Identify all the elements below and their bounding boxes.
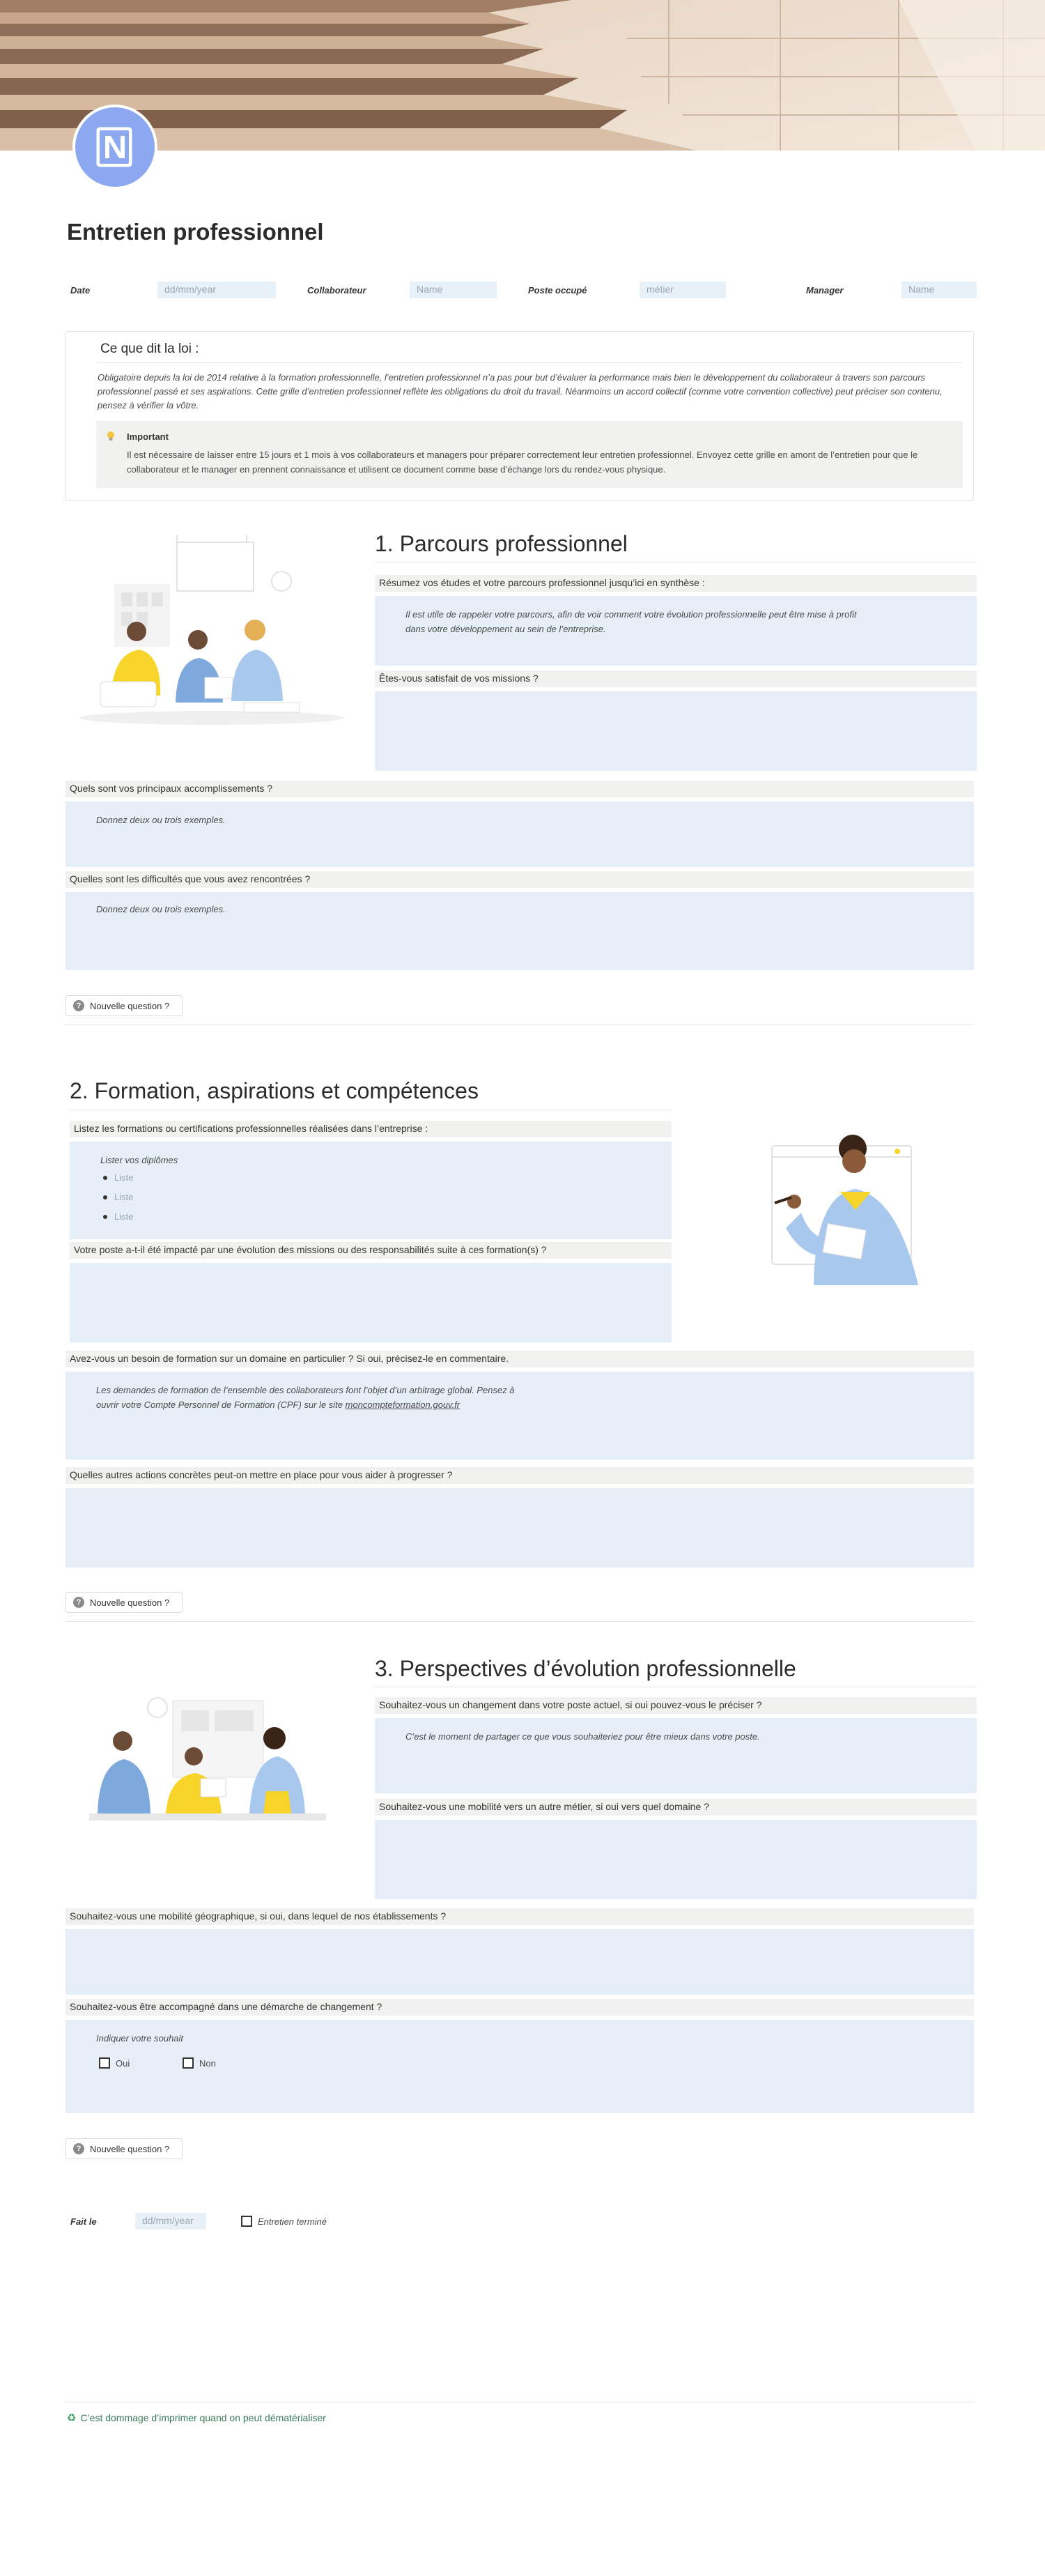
fait-le-date-field[interactable]: dd/mm/year [135, 2213, 206, 2230]
s1-q4-header: Quelles sont les difficultés que vous avez rencontrées ? [65, 871, 974, 888]
s1-q3-header: Quels sont vos principaux accomplissements ? [65, 781, 974, 797]
s1-q1-answer[interactable] [375, 596, 977, 666]
new-question-button[interactable] [65, 995, 183, 1016]
new-question-label: Nouvelle question ? [90, 1597, 170, 1608]
list-item[interactable]: Liste [103, 1172, 133, 1183]
date-label: Date [70, 285, 91, 296]
s2-q3-header: Avez-vous un besoin de formation sur un domaine en particulier ? Si oui, précisez-le en commentaire. [65, 1351, 974, 1367]
section2-title: 2. Formation, aspirations et compétences [70, 1078, 479, 1103]
important-title: Important [127, 431, 169, 442]
new-question-label: Nouvelle question ? [90, 2143, 170, 2154]
recycle-icon: ♻ [67, 2412, 77, 2424]
s3-q4-answer[interactable] [65, 2020, 974, 2113]
section3-title: 3. Perspectives d’évolution professionnelle [375, 1656, 796, 1681]
new-question-label: Nouvelle question ? [90, 1000, 170, 1011]
s2-q3-answer[interactable] [65, 1372, 974, 1459]
manager-label: Manager [806, 285, 844, 296]
s1-q1-header: Résumez vos études et votre parcours professionnel jusqu’ici en synthèse : [375, 575, 977, 592]
s1-q4-answer[interactable] [65, 892, 974, 970]
s3-q1-header: Souhaitez-vous un changement dans votre poste actuel, si oui pouvez-vous le préciser ? [375, 1697, 977, 1714]
team-illustration [82, 1687, 333, 1826]
s3-q3-answer[interactable] [65, 1929, 974, 1995]
oui-option[interactable]: Oui [99, 2057, 130, 2069]
non-option[interactable]: Non [183, 2057, 216, 2069]
new-question-button[interactable] [65, 2138, 183, 2159]
s1-q1-hint: Il est utile de rappeler votre parcours, afin de voir comment votre évolution professionnelle peut être mise à profit dans votre développement au sein de l’entreprise. [405, 609, 857, 634]
bullet-icon [103, 1176, 107, 1180]
s2-q4-header: Quelles autres actions concrètes peut-on mettre en place pour vous aider à progresser ? [65, 1467, 974, 1484]
section1-title: 1. Parcours professionnel [375, 531, 628, 556]
poste-field[interactable]: métier [640, 282, 726, 298]
checkbox-icon[interactable] [183, 2057, 194, 2069]
footer: ♻ C’est dommage d’imprimer quand on peut dématérialiser [67, 2412, 326, 2424]
collaborateur-label: Collaborateur [307, 285, 366, 296]
s3-q4-hint: Indiquer votre souhait [96, 2033, 184, 2044]
law-divider [96, 362, 963, 363]
new-question-button[interactable] [65, 1592, 183, 1613]
s3-q4-header: Souhaitez-vous être accompagné dans une démarche de changement ? [65, 1999, 974, 2016]
lightbulb-icon [106, 431, 116, 442]
s3-q2-header: Souhaitez-vous une mobilité vers un autre métier, si oui vers quel domaine ? [375, 1799, 977, 1816]
s2-q4-answer[interactable] [65, 1488, 974, 1567]
meeting-illustration [72, 535, 347, 736]
s2-q1-hint: Lister vos diplômes [100, 1155, 178, 1165]
section2-end-divider [65, 1621, 974, 1622]
date-field[interactable]: dd/mm/year [157, 282, 276, 298]
manager-field[interactable]: Name [901, 282, 977, 298]
s2-q3-hint: Les demandes de formation de l’ensemble des collaborateurs font l’objet d’un arbitrage global. Pensez à ouvrir votre Compte Personnel de Formation (CPF) sur le site moncompteformation.gouv.fr [96, 1385, 515, 1410]
s2-q2-header: Votre poste a-t-il été impacté par une évolution des missions ou des responsabilités suite à ces formation(s) ? [70, 1242, 672, 1259]
poste-label: Poste occupé [528, 285, 587, 296]
bullet-icon [103, 1215, 107, 1219]
fait-le-label: Fait le [70, 2216, 97, 2227]
list-item[interactable]: Liste [103, 1211, 133, 1222]
checkbox-icon[interactable] [241, 2216, 252, 2227]
page-title: Entretien professionnel [67, 219, 324, 245]
person-illustration [758, 1125, 929, 1292]
question-circle-icon: ? [73, 1000, 84, 1011]
s1-q4-hint: Donnez deux ou trois exemples. [96, 904, 226, 914]
s1-q3-hint: Donnez deux ou trois exemples. [96, 815, 226, 825]
s3-q1-answer[interactable] [375, 1718, 977, 1793]
s3-q2-answer[interactable] [375, 1820, 977, 1899]
cpf-link[interactable]: moncompteformation.gouv.fr [345, 1400, 460, 1410]
law-title: Ce que dit la loi : [100, 342, 199, 356]
list-item[interactable]: Liste [103, 1192, 133, 1202]
s2-q1-header: Listez les formations ou certifications professionnelles réalisées dans l’entreprise : [70, 1121, 672, 1137]
notion-logo-icon [72, 105, 157, 190]
s3-q3-header: Souhaitez-vous une mobilité géographique, si oui, dans lequel de nos établissements ? [65, 1908, 974, 1925]
s3-q1-hint: C’est le moment de partager ce que vous souhaiteriez pour être mieux dans votre poste. [405, 1731, 760, 1742]
law-text: Obligatoire depuis la loi de 2014 relative à la formation professionnelle, l’entretien professionnel n’a pas pour but d’évaluer la performance mais bien le développement du collaborateur à travers son parcours professionnel passé et ses aspirations. Cette grille d’entretien professionnel reflète les obligations du droit du travail. Néanmoins un accord collectif (comme votre convention collective) peut préciser son contenu, pensez à vérifier la vôtre. [98, 372, 943, 411]
question-circle-icon: ? [73, 1597, 84, 1608]
entretien-termine-option[interactable]: Entretien terminé [241, 2216, 327, 2227]
question-circle-icon: ? [73, 2143, 84, 2154]
collaborateur-field[interactable]: Name [410, 282, 497, 298]
s1-q2-answer[interactable] [375, 691, 977, 771]
s2-q1-answer[interactable] [70, 1142, 672, 1239]
checkbox-icon[interactable] [99, 2057, 110, 2069]
s1-q3-answer[interactable] [65, 802, 974, 867]
s2-q2-answer[interactable] [70, 1263, 672, 1342]
cover-image [0, 0, 1045, 151]
bullet-icon [103, 1195, 107, 1199]
important-text: Il est nécessaire de laisser entre 15 jours et 1 mois à vos collaborateurs et managers pour préparer correctement leur entretien professionnel. Envoyez cette grille en amont de l’entretien pour que le collaborateur et le manager en prennent connaissance et utilisent ce document comme base d’échange lors du rendez-vous physique. [127, 450, 918, 475]
s1-q2-header: Êtes-vous satisfait de vos missions ? [375, 670, 977, 687]
